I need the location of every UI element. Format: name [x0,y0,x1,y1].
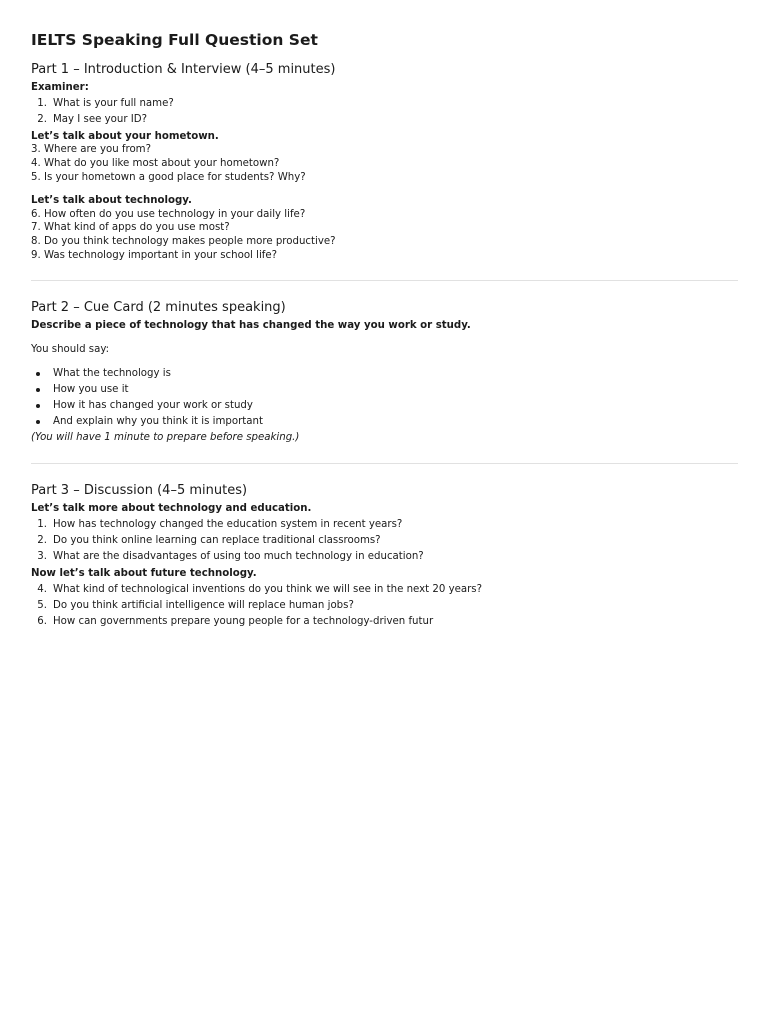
bullet-item: What the technology is [53,368,171,379]
technology-line: 9. Was technology important in your school life? [31,250,278,261]
list-item [31,583,731,597]
list-item [31,113,631,127]
education-label: Let’s talk more about technology and education. [31,503,312,514]
section-divider [31,463,738,464]
cue-card-prompt: Describe a piece of technology that has changed the way you work or study. [31,320,471,331]
technology-line: 6. How often do you use technology in your daily life? [31,209,306,220]
bullet-item: How it has changed your work or study [53,400,253,411]
list-text: What kind of technological inventions do you think we will see in the next 20 years? [53,584,483,595]
part1-heading: Part 1 – Introduction & Interview (4–5 minutes) [31,62,336,77]
list-number: 5. [37,600,47,611]
preparation-note: (You will have 1 minute to prepare before speaking.) [31,432,300,443]
part2-heading: Part 2 – Cue Card (2 minutes speaking) [31,300,286,315]
list-number: 4. [37,584,47,595]
list-number: 3. [37,551,47,562]
list-text: Do you think online learning can replace traditional classrooms? [53,535,381,546]
list-item [31,615,731,629]
list-item [31,518,731,532]
section-divider [31,280,738,281]
technology-line: 7. What kind of apps do you use most? [31,222,230,233]
list-number: 2. [37,114,47,125]
bullet-dot [36,420,40,424]
list-text: How has technology changed the education system in recent years? [53,519,403,530]
technology-label: Let’s talk about technology. [31,195,192,206]
bullet-item: How you use it [53,384,129,395]
examiner-label: Examiner: [31,82,89,93]
list-text: What are the disadvantages of using too much technology in education? [53,551,424,562]
hometown-label: Let’s talk about your hometown. [31,131,219,142]
hometown-line: 5. Is your hometown a good place for students? Why? [31,172,306,183]
list-item [31,599,731,613]
list-text: How can governments prepare young people for a technology-driven futur [53,616,434,627]
list-text: Do you think artificial intelligence will replace human jobs? [53,600,354,611]
part3-heading: Part 3 – Discussion (4–5 minutes) [31,483,248,498]
bullet-dot [36,388,40,392]
list-number: 1. [37,519,47,530]
list-number: 6. [37,616,47,627]
list-text: What is your full name? [53,98,174,109]
technology-line: 8. Do you think technology makes people more productive? [31,236,336,247]
list-item [31,550,731,564]
should-say-label: You should say: [31,344,110,355]
bullet-dot [36,404,40,408]
list-item [31,97,631,111]
list-text: May I see your ID? [53,114,148,125]
document-title: IELTS Speaking Full Question Set [31,31,318,49]
hometown-line: 4. What do you like most about your hometown? [31,158,280,169]
future-label: Now let’s talk about future technology. [31,568,257,579]
bullet-item: And explain why you think it is important [53,416,263,427]
list-number: 2. [37,535,47,546]
bullet-dot [36,372,40,376]
list-item [31,534,731,548]
list-number: 1. [37,98,47,109]
hometown-line: 3. Where are you from? [31,144,152,155]
